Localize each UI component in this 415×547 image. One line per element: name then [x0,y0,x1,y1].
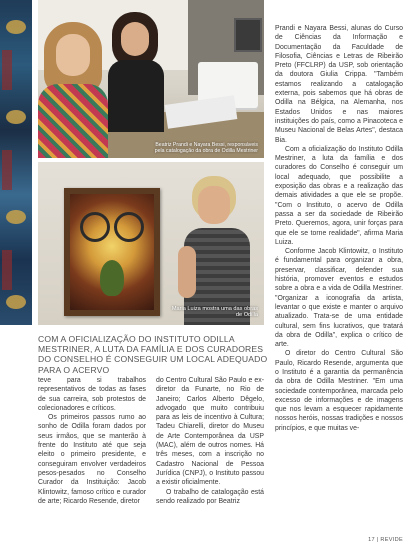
photo-caption: Beatriz Prandi e Nayara Bessi, responsáveis pela catalogação da obra de Odilla Mestriner [154,142,258,154]
paragraph: Prandi e Nayara Bessi, alunas do Curso de Ciências da Informação e Documentação da Faculdade de Filosofia, Ciências e Letras de Ribeirão Preto (FFCLRP) da USP, sob orientação da doutora Giulia Crippa. "Também estamos realizando a catalogação externa, pois sabemos que há obras de Odilla na Bélgica, na Alemanha, nos Estados Unidos e nas maiores instituições do país, como a Pinacoteca e Museu Nacional de Belas Artes", destaca Bia. [275,25,403,144]
pull-quote: COM A OFICIALIZAÇÃO DO INSTITUTO ODILLA MESTRINER, A LUTA DA FAMÍLIA E DOS CURADORES DO CONSELHO É CONSEGUIR UM LOCAL ADEQUADO PARA O ACERVO [38,334,268,375]
paragraph: O diretor do Centro Cultural São Paulo, Ricardo Resende, argumenta que o Instituto é a garantia da permanência da obra de Odilla Mestriner. "Em uma sociedade contemporânea, marcada pelo excesso de informações e de imagens que nos levam a esquecer rapidamente nossos heróis, nossas tradições e nossos princípios, e que muitas ve- [275,350,403,432]
page-folio: 17 | REVIDE [368,537,403,543]
photo-students-cataloguing [38,0,264,158]
photo-caption: Maria Luiza mostra uma das obras de Odilla [171,305,258,319]
paragraph: Conforme Jacob Klintowitz, o Instituto é fundamental para organizar a obra, preservar, classificar, defender sua história, promover eventos e estudos sobre a obra e a vida de Odilla Mestriner. "Organizar a iconografia da artista, levantar o que existe e manter o arquivo atualizado. Trata-se de uma entidade cultural, sem fins lucrativos, que tratará da obra de Odilla", explica o crítico de arte. [275,248,403,349]
paragraph: teve para si trabalhos representativos de todas as fases de sua carreira, sob protestos de colecionadores e críticos. [38,377,146,412]
paragraph: Com a oficialização do Instituto Odilla Mestriner, a luta da família e dos curadores do Conselho é conseguir um local adequado, que possibilite a exposição das obras e a realização das demais atividades a que ele se propõe. "Com o Instituto, o acervo de Odilla passa a ser da sociedade de Ribeirão Preto. Queremos, agora, unir forças para que ele se torne realidade", afirma Maria Luiza. [275,145,403,246]
paragraph: O trabalho de catalogação está sendo realizado por Beatriz [156,488,264,505]
text-column-middle [156,376,264,506]
text-column-left [38,376,146,506]
text-column-right [275,24,403,433]
painting [64,188,160,316]
paragraph: do Centro Cultural São Paulo e ex-diretor da Funarte, no Rio de Janeiro; Carlos Alberto Dêgelo, advogado que muito contribuiu para as leis de incentivo à Cultura; Tadeu Chiarelli, diretor do Museu de Arte Contemporânea da USP (MAC), além de outros nomes. Há três meses, com a inscrição no Cadastro Nacional de Pessoa Jurídica (CNPJ), o Instituto passou a existir oficialmente. [156,377,264,487]
photo-maria-luiza-with-painting [38,162,264,325]
paragraph: Os primeiros passos rumo ao sonho de Odilla foram dados por seus irmãos, que se manterão à frente do Instituto até que seja eleito o primeiro presidente, e conseguiram envolver verdadeiros pesos-pesados no Conselho Curador da Instituição: Jacob Klintowitz, famoso crítico e curador de arte; Ricardo Resende, diretor [38,414,146,505]
decorative-artwork-edge [0,0,32,325]
